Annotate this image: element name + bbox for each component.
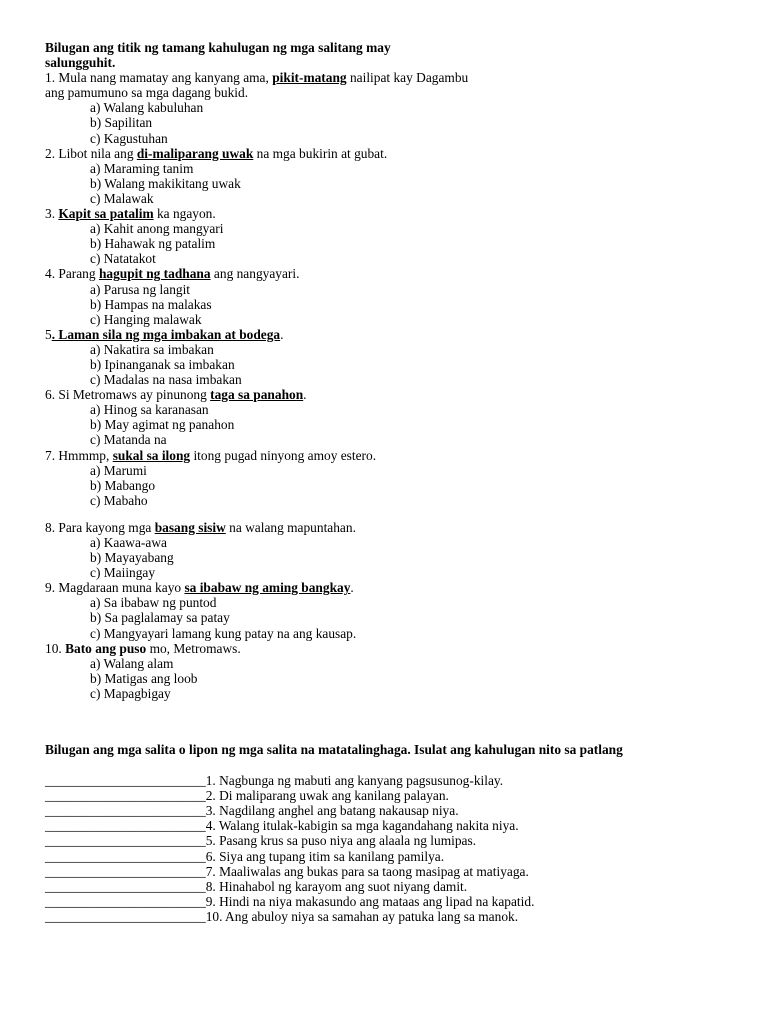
question-4-option-b[interactable]: b) Hampas na malakas bbox=[90, 296, 212, 312]
question-5-option-b[interactable]: b) Ipinanganak sa imbakan bbox=[90, 356, 235, 372]
question-5-pre: 5 bbox=[45, 326, 52, 342]
question-6-stem bbox=[45, 387, 735, 402]
question-3-stem bbox=[45, 206, 735, 221]
sentence-text: 7. Maaliwalas ang bukas para sa taong masipag at matiyaga. bbox=[205, 863, 529, 879]
answer-blank[interactable]: ________________________ bbox=[45, 803, 206, 819]
question-5-term: . Laman sila ng mga imbakan at bodega bbox=[51, 326, 281, 342]
question-5 bbox=[45, 327, 735, 387]
question-6-option-c[interactable]: c) Matanda na bbox=[90, 432, 167, 448]
sentence-text: 9. Hindi na niya makasundo ang mataas ang lipad na kapatid. bbox=[205, 893, 535, 909]
sentence-item bbox=[45, 788, 745, 803]
question-6-post: . bbox=[303, 387, 307, 403]
question-5-option-c[interactable]: c) Madalas na nasa imbakan bbox=[90, 372, 242, 388]
sentence-item bbox=[45, 833, 745, 848]
question-3-term: Kapit sa patalim bbox=[58, 206, 154, 222]
question-3 bbox=[45, 206, 735, 266]
question-2-post: na mga bukirin at gubat. bbox=[253, 145, 388, 161]
answer-blank[interactable]: ________________________ bbox=[45, 863, 206, 879]
question-9-option-b[interactable]: b) Sa paglalamay sa patay bbox=[90, 610, 230, 626]
question-5-post: . bbox=[280, 326, 284, 342]
question-8-pre: 8. Para kayong mga bbox=[45, 519, 155, 535]
question-4-option-c[interactable]: c) Hanging malawak bbox=[90, 311, 202, 327]
question-8-option-a[interactable]: a) Kaawa-awa bbox=[90, 535, 167, 550]
answer-blank[interactable]: ________________________ bbox=[45, 893, 206, 909]
question-3-option-c[interactable]: c) Natatakot bbox=[90, 251, 156, 267]
question-3-post: ka ngayon. bbox=[153, 206, 216, 222]
question-8 bbox=[45, 520, 735, 580]
question-8-option-c[interactable]: c) Maiingay bbox=[90, 565, 156, 581]
question-5-stem bbox=[45, 327, 735, 342]
sentence-text: 6. Siya ang tupang itim sa kanilang pamilya. bbox=[205, 848, 445, 864]
question-9-term: sa ibabaw ng aming bangkay bbox=[184, 580, 351, 596]
sentence-item bbox=[45, 879, 745, 894]
question-4 bbox=[45, 266, 735, 326]
question-10-option-b[interactable]: b) Matigas ang loob bbox=[90, 670, 198, 686]
sentence-list bbox=[45, 773, 745, 924]
answer-blank[interactable]: ________________________ bbox=[45, 773, 206, 789]
sentence-text: 3. Nagdilang anghel ang batang nakausap niya. bbox=[205, 803, 459, 819]
instruction-line-2: salungguhit. bbox=[45, 55, 116, 71]
question-2-option-c[interactable]: c) Malawak bbox=[90, 190, 154, 206]
question-1-option-c[interactable]: c) Kagustuhan bbox=[90, 130, 168, 146]
question-2-option-b[interactable]: b) Walang makikitang uwak bbox=[90, 175, 241, 191]
sentence-text: 2. Di maliparang uwak ang kanilang palayan. bbox=[205, 788, 449, 804]
question-3-pre: 3. bbox=[45, 206, 59, 222]
question-7-pre: 7. Hmmmp, bbox=[45, 447, 113, 463]
question-4-post: ang nangyayari. bbox=[210, 266, 300, 282]
sentence-text: 10. Ang abuloy niya sa samahan ay patuka lang sa manok. bbox=[205, 908, 519, 924]
question-2-term: di-maliparang uwak bbox=[136, 145, 254, 161]
question-7-option-c[interactable]: c) Mabaho bbox=[90, 492, 148, 508]
sentence-item bbox=[45, 864, 745, 879]
question-4-pre: 4. Parang bbox=[45, 266, 99, 282]
question-9-post: . bbox=[350, 580, 354, 596]
section2-instruction: Bilugan ang mga salita o lipon ng mga salita na matatalinghaga. Isulat ang kahulugan nito sa patlang bbox=[45, 742, 623, 757]
question-5-option-a[interactable]: a) Nakatira sa imbakan bbox=[90, 341, 214, 357]
question-10-term: Bato ang puso bbox=[65, 640, 147, 656]
question-6-option-b[interactable]: b) May agimat ng panahon bbox=[90, 417, 235, 433]
question-gap bbox=[45, 508, 735, 520]
question-6-option-a[interactable]: a) Hinog sa karanasan bbox=[90, 402, 209, 418]
question-1 bbox=[45, 70, 735, 145]
sentence-item bbox=[45, 773, 745, 788]
question-8-post: na walang mapuntahan. bbox=[225, 519, 356, 535]
question-6-term: taga sa panahon bbox=[210, 387, 304, 403]
answer-blank[interactable]: ________________________ bbox=[45, 908, 206, 924]
answer-blank[interactable]: ________________________ bbox=[45, 848, 206, 864]
question-1-pre: 1. Mula nang mamatay ang kanyang ama, bbox=[45, 70, 273, 86]
question-9-option-a[interactable]: a) Sa ibabaw ng puntod bbox=[90, 595, 217, 611]
question-8-option-b[interactable]: b) Mayayabang bbox=[90, 550, 174, 566]
sentence-text: 8. Hinahabol ng karayom ang suot niyang damit. bbox=[205, 878, 468, 894]
question-4-term: hagupit ng tadhana bbox=[98, 266, 211, 282]
answer-blank[interactable]: ________________________ bbox=[45, 833, 206, 849]
question-9-stem bbox=[45, 580, 735, 595]
question-4-stem bbox=[45, 266, 735, 281]
sentence-item bbox=[45, 894, 745, 909]
question-1-option-a[interactable]: a) Walang kabuluhan bbox=[90, 100, 204, 116]
question-7-option-a[interactable]: a) Marumi bbox=[90, 462, 147, 478]
question-9-option-c[interactable]: c) Mangyayari lamang kung patay na ang kausap. bbox=[90, 625, 357, 641]
question-2-stem bbox=[45, 146, 735, 161]
question-7-stem bbox=[45, 448, 735, 463]
multiple-choice-section bbox=[45, 40, 735, 701]
question-10 bbox=[45, 641, 735, 701]
question-10-stem bbox=[45, 641, 735, 656]
question-2-pre: 2. Libot nila ang bbox=[45, 145, 137, 161]
question-7-term: sukal sa ilong bbox=[112, 447, 191, 463]
sentence-item bbox=[45, 849, 745, 864]
question-9-pre: 9. Magdaraan muna kayo bbox=[45, 580, 185, 596]
sentence-item bbox=[45, 803, 745, 818]
section1-instruction bbox=[45, 40, 735, 70]
question-9 bbox=[45, 580, 735, 640]
question-10-pre: 10. bbox=[45, 640, 66, 656]
answer-blank[interactable]: ________________________ bbox=[45, 878, 206, 894]
sentence-text: 1. Nagbunga ng mabuti ang kanyang pagsusunog-kilay. bbox=[205, 773, 504, 789]
question-10-option-a[interactable]: a) Walang alam bbox=[90, 655, 174, 671]
instruction-line-1: Bilugan ang titik ng tamang kahulugan ng mga salitang may bbox=[45, 40, 391, 55]
answer-blank[interactable]: ________________________ bbox=[45, 818, 206, 834]
question-2-option-a[interactable]: a) Maraming tanim bbox=[90, 160, 194, 176]
question-1-option-b[interactable]: b) Sapilitan bbox=[90, 115, 153, 131]
question-6-pre: 6. Si Metromaws ay pinunong bbox=[45, 387, 211, 403]
question-7-post: itong pugad ninyong amoy estero. bbox=[190, 447, 377, 463]
figurative-language-section bbox=[45, 742, 745, 924]
sentence-item bbox=[45, 909, 745, 924]
question-1-stem bbox=[45, 70, 735, 85]
question-1-stem-line2: ang pamumuno sa mga dagang bukid. bbox=[45, 85, 249, 101]
question-7-option-b[interactable]: b) Mabango bbox=[90, 477, 156, 493]
question-10-option-c[interactable]: c) Mapagbigay bbox=[90, 685, 171, 701]
answer-blank[interactable]: ________________________ bbox=[45, 788, 206, 804]
question-8-stem bbox=[45, 520, 735, 535]
question-3-option-a[interactable]: a) Kahit anong mangyari bbox=[90, 221, 224, 237]
question-6 bbox=[45, 387, 735, 447]
sentence-text: 5. Pasang krus sa puso niya ang alaala ng lumipas. bbox=[205, 833, 477, 849]
question-10-post: mo, Metromaws. bbox=[146, 640, 241, 656]
question-3-option-b[interactable]: b) Hahawak ng patalim bbox=[90, 236, 216, 252]
question-8-term: basang sisiw bbox=[154, 519, 226, 535]
question-4-option-a[interactable]: a) Parusa ng langit bbox=[90, 281, 191, 297]
sentence-item bbox=[45, 818, 745, 833]
question-1-term: pikit-matang bbox=[272, 70, 347, 86]
question-7 bbox=[45, 448, 735, 508]
question-1-post: nailipat kay Dagambu bbox=[346, 70, 469, 86]
question-2 bbox=[45, 146, 735, 206]
sentence-text: 4. Walang itulak-kabigin sa mga kagandahang nakita niya. bbox=[205, 818, 519, 834]
